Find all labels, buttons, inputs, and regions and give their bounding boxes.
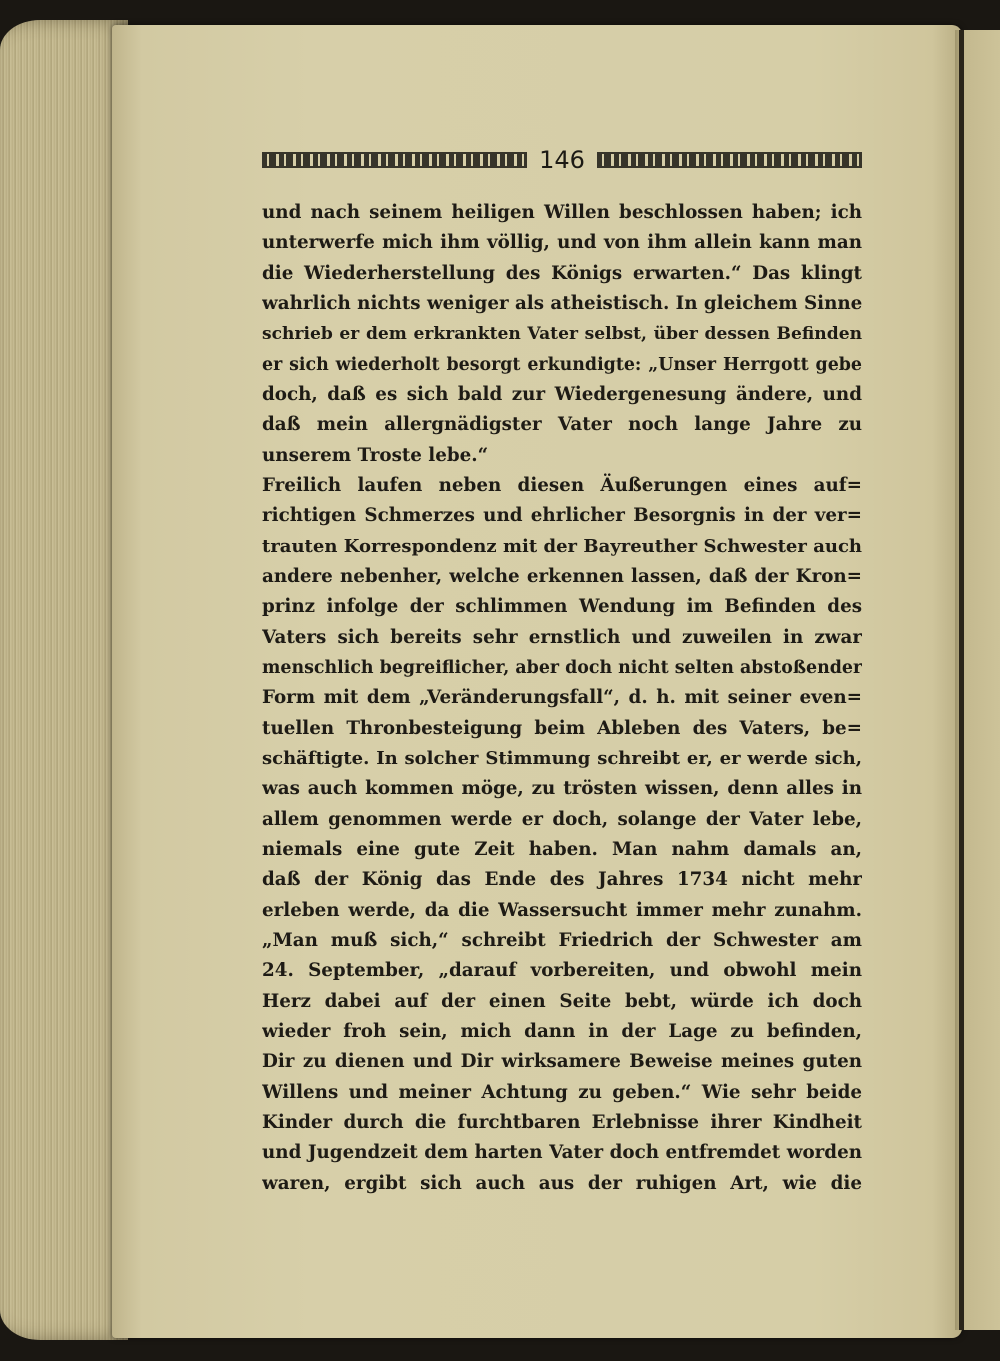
text-line: prinz infolge der schlimmen Wendung im Befinden des <box>262 596 862 618</box>
text-line: waren, ergibt sich auch aus der ruhigen Art, wie die <box>262 1172 862 1194</box>
header-ornament-left-icon <box>262 152 527 168</box>
text-line: schäftigte. In solcher Stimmung schreibt er, er werde sich, <box>262 747 862 769</box>
text-line: menschlich begreiflicher, aber doch nicht selten abstoßender <box>262 657 862 678</box>
body-text <box>262 198 862 1199</box>
text-line: Herz dabei auf der einen Seite bebt, würde ich doch <box>262 990 862 1012</box>
text-line: die Wiederherstellung des Königs erwarten.“ Das klingt <box>262 262 862 284</box>
text-line: niemals eine gute Zeit haben. Man nahm damals an, <box>262 838 862 860</box>
text-line: und Jugendzeit dem harten Vater doch entfremdet worden <box>262 1142 862 1164</box>
text-line: trauten Korrespondenz mit der Bayreuther Schwester auch <box>262 535 862 557</box>
text-line: 24. September, „darauf vorbereiten, und obwohl mein <box>262 960 862 982</box>
text-line: Dir zu dienen und Dir wirksamere Beweise meines guten <box>262 1051 862 1073</box>
text-line: daß der König das Ende des Jahres 1734 nicht mehr <box>262 869 862 891</box>
text-line: unterwerfe mich ihm völlig, und von ihm allein kann man <box>262 232 862 254</box>
text-line: tuellen Thronbesteigung beim Ableben des Vaters, be= <box>262 717 862 739</box>
text-line: Vaters sich bereits sehr ernstlich und zuweilen in zwar <box>262 626 862 648</box>
text-line: doch, daß es sich bald zur Wiedergenesung ändere, und <box>262 383 862 405</box>
page-number: 146 <box>539 146 585 174</box>
text-line: und nach seinem heiligen Willen beschlossen haben; ich <box>262 202 862 223</box>
text-line: wieder froh sein, mich dann in der Lage zu befinden, <box>262 1020 862 1042</box>
text-line: daß mein allergnädigster Vater noch lange Jahre zu <box>262 414 862 436</box>
page-header <box>262 145 862 175</box>
text-line: er sich wiederholt besorgt erkundigte: „Unser Herrgott gebe <box>262 354 862 375</box>
text-line: richtigen Schmerzes und ehrlicher Besorgnis in der ver= <box>262 505 862 527</box>
text-line: unserem Troste lebe.“ <box>262 444 489 466</box>
text-line: andere nebenher, welche erkennen lassen, daß der Kron= <box>262 565 862 587</box>
text-line: wahrlich nichts weniger als atheistisch. In gleichem Sinne <box>262 292 862 314</box>
page-edge-stack <box>0 20 128 1340</box>
text-line: was auch kommen möge, zu trösten wissen, denn alles in <box>262 778 862 800</box>
text-line: Willens und meiner Achtung zu geben.“ Wie sehr beide <box>262 1081 862 1103</box>
text-line: allem genommen werde er doch, solange der Vater lebe, <box>262 808 862 830</box>
book-spine <box>959 30 964 1330</box>
text-line: „Man muß sich,“ schreibt Friedrich der Schwester am <box>262 929 862 951</box>
facing-page-edge <box>955 30 1000 1330</box>
text-line: erleben werde, da die Wassersucht immer mehr zunahm. <box>262 899 862 921</box>
header-ornament-right-icon <box>597 152 862 168</box>
text-line: Freilich laufen neben diesen Äußerungen eines auf= <box>262 474 862 496</box>
text-line: schrieb er dem erkrankten Vater selbst, über dessen Befinden <box>262 324 862 345</box>
text-line: Form mit dem „Veränderungsfall“, d. h. mit seiner even= <box>262 687 862 709</box>
text-line: Kinder durch die furchtbaren Erlebnisse ihrer Kindheit <box>262 1111 862 1133</box>
